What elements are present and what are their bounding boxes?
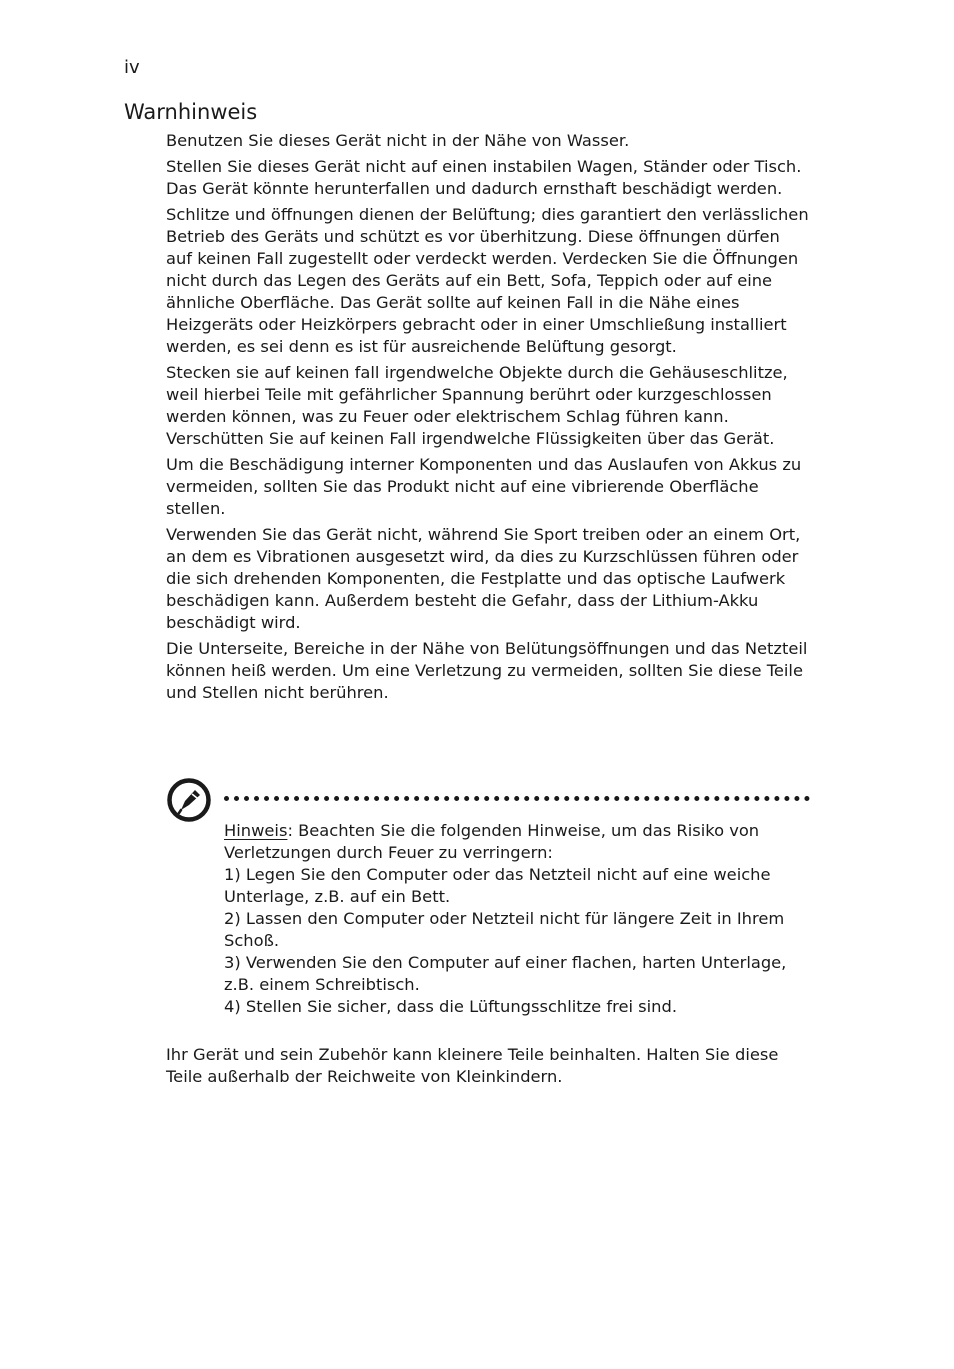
page-number: iv [124, 57, 140, 78]
note-list-item: 2) Lassen den Computer oder Netzteil nicht für längere Zeit in Ihrem Schoß. [224, 909, 785, 950]
section-heading: Warnhinweis [124, 100, 258, 124]
note-list-item: 1) Legen Sie den Computer oder das Netzteil nicht auf eine weiche Unterlage, z.B. auf ein Bett. [224, 865, 771, 906]
warning-paragraph: Um die Beschädigung interner Komponenten und das Auslaufen von Akkus zu vermeiden, sollten Sie das Produkt nicht auf eine vibrierende Oberfläche stellen. [166, 455, 802, 518]
closing-paragraph: Ihr Gerät und sein Zubehör kann kleinere Teile beinhalten. Halten Sie diese Teile außerhalb der Reichweite von Kleinkindern. [166, 1045, 779, 1086]
note-box [166, 777, 811, 1027]
warning-paragraph: Verwenden Sie das Gerät nicht, während Sie Sport treiben oder an einem Ort, an dem es Vibrationen ausgesetzt wird, da dies zu Kurzschlüssen führen oder die sich drehenden Komponenten, die Festplatte und das optische Laufwerk beschädigen kann. Außerdem besteht die Gefahr, dass der Lithium-Akku beschädigt wird. [166, 525, 801, 632]
note-intro-text: : Beachten Sie die folgenden Hinweise, um das Risiko von Verletzungen durch Feuer zu verringern: [224, 821, 760, 862]
warning-paragraph: Stecken sie auf keinen fall irgendwelche Objekte durch die Gehäuseschlitze, weil hierbei Teile mit gefährlicher Spannung berührt oder kurzgeschlossen werden können, was zu Feuer oder elektrischem Schlag führen kann. Verschütten Sie auf keinen Fall irgendwelche Flüssigkeiten über das Gerät. [166, 363, 788, 448]
note-list-item: 3) Verwenden Sie den Computer auf einer flachen, harten Unterlage, z.B. einem Schreibtisch. [224, 953, 787, 994]
warning-body [166, 130, 811, 708]
note-label: Hinweis [224, 821, 288, 840]
warning-paragraph: Stellen Sie dieses Gerät nicht auf einen instabilen Wagen, Ständer oder Tisch. Das Gerät könnte herunterfallen und dadurch ernsthaft beschädigt werden. [166, 157, 802, 198]
note-pen-icon [166, 777, 212, 823]
note-list-item: 4) Stellen Sie sicher, dass die Lüftungsschlitze frei sind. [224, 997, 677, 1016]
note-intro [224, 820, 810, 864]
warning-paragraph: Die Unterseite, Bereiche in der Nähe von Belütungsöffnungen und das Netzteil können heiß werden. Um eine Verletzung zu vermeiden, sollten Sie diese Teile und Stellen nicht berühren. [166, 639, 808, 702]
note-text [224, 820, 810, 1018]
warning-paragraph: Benutzen Sie dieses Gerät nicht in der Nähe von Wasser. [166, 131, 630, 150]
warning-paragraph: Schlitze und öffnungen dienen der Belüftung; dies garantiert den verlässlichen Betrieb des Geräts und schützt es vor überhitzung. Diese öffnungen dürfen auf keinen Fall zugestellt oder verdeckt werden. Verdecken Sie die Öffnungen nicht durch das Legen des Geräts auf ein Bett, Sofa, Teppich oder auf eine ähnliche Oberfläche. Das Gerät sollte auf keinen Fall in die Nähe eines Heizgeräts oder Heizkörpers gebracht oder in einer Umschließung installiert werden, es sei denn es ist für ausreichende Belüftung gesorgt. [166, 205, 809, 356]
note-dotted-divider [224, 796, 810, 801]
